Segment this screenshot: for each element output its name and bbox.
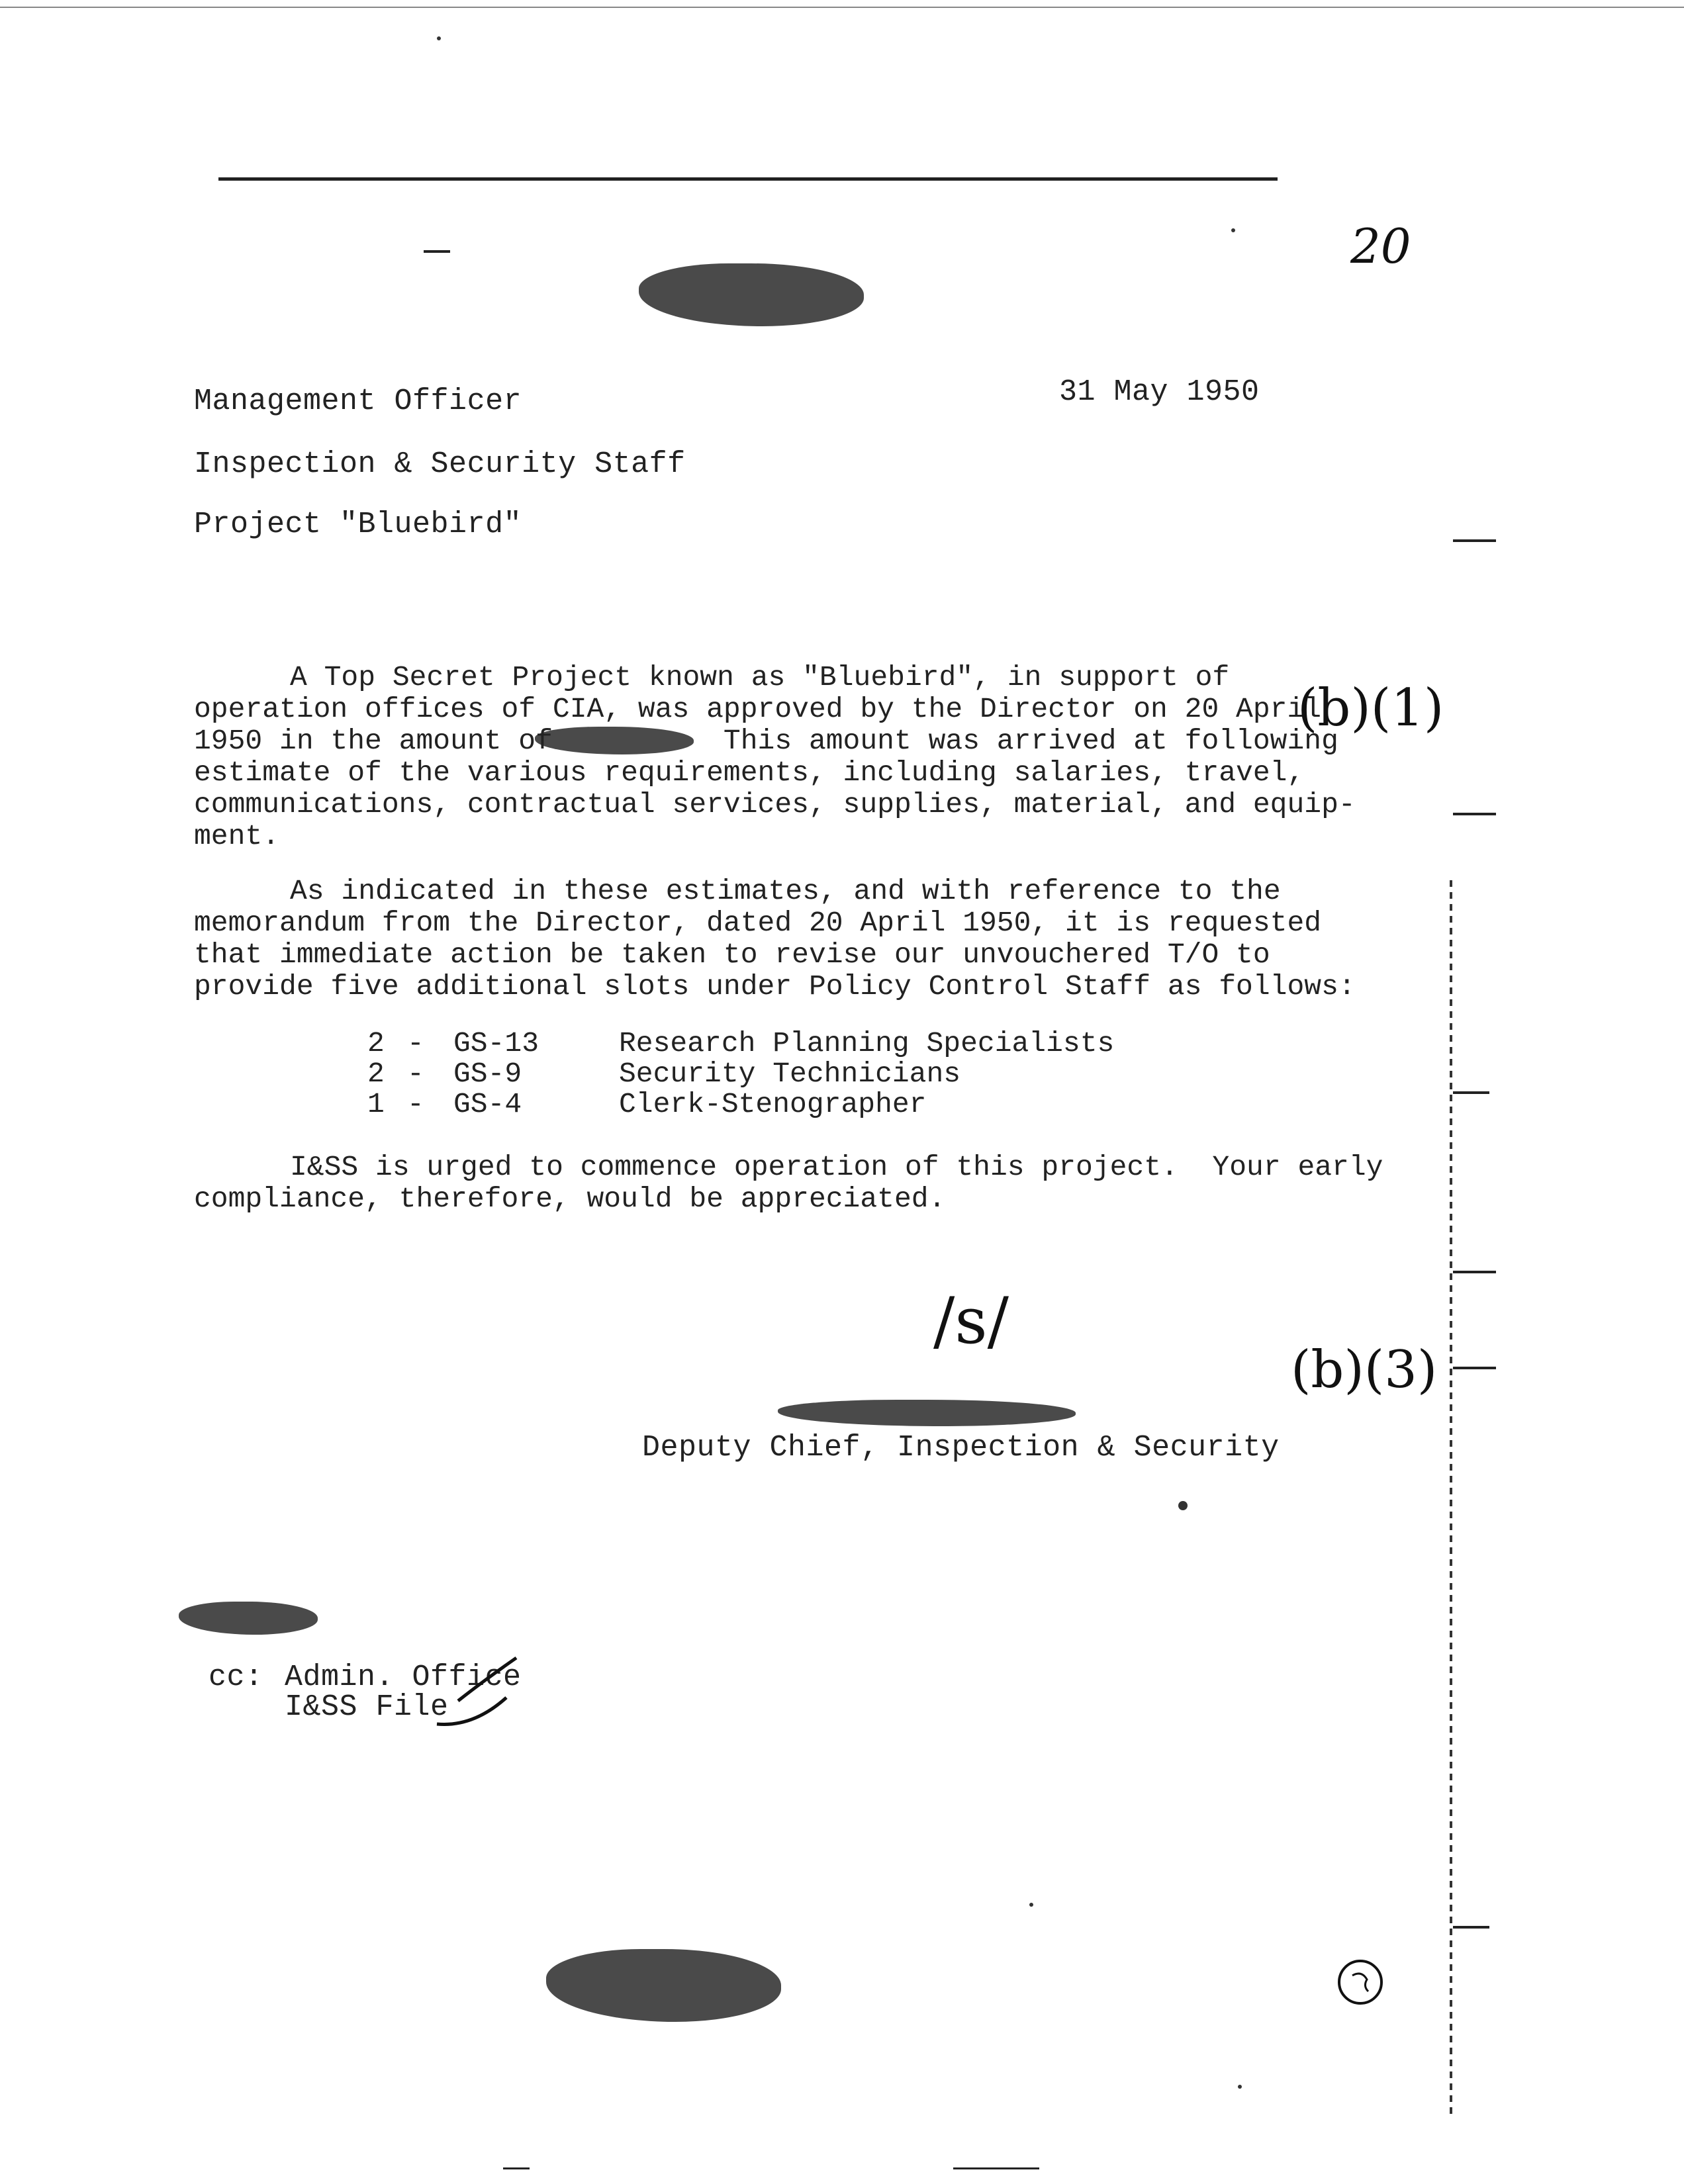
scan-speck	[1238, 2085, 1242, 2089]
scan-speck	[1231, 228, 1235, 232]
signature-title: Deputy Chief, Inspection & Security	[642, 1431, 1280, 1465]
paragraph-1	[194, 662, 1356, 852]
paragraph-line: communications, contractual services, supplies, material, and equip-	[194, 788, 1356, 821]
paragraph-line: As indicated in these estimates, and with reference to the	[290, 875, 1281, 907]
cc-line-admin: Admin. Office	[285, 1661, 522, 1694]
paragraph-line: I&SS is urged to commence operation of this project. Your early	[290, 1151, 1383, 1183]
memo-to: Management Officer	[194, 385, 522, 418]
list-item	[367, 1058, 1114, 1089]
slot-dash: -	[407, 1088, 424, 1120]
margin-tick	[1453, 1091, 1489, 1094]
paragraph-line: memorandum from the Director, dated 20 April 1950, it is requested	[194, 907, 1322, 939]
exemption-b3: (b)(3)	[1291, 1340, 1438, 1400]
margin-tick	[1453, 1926, 1489, 1929]
slot-count: 2	[367, 1058, 385, 1090]
paragraph-line: provide five additional slots under Policy Control Staff as follows:	[194, 970, 1356, 1003]
paragraph-line: compliance, therefore, would be appreciated.	[194, 1183, 946, 1215]
slot-title: Security Technicians	[619, 1058, 961, 1090]
scan-dash	[953, 2167, 1039, 2169]
check-mark-icon	[434, 1694, 513, 1734]
slot-count: 1	[367, 1088, 385, 1120]
slot-title: Research Planning Specialists	[619, 1027, 1115, 1060]
scan-edge-top	[0, 7, 1684, 8]
slots-list	[367, 1028, 1114, 1119]
scan-dash	[503, 2167, 530, 2169]
paragraph-line: that immediate action be taken to revise our unvouchered T/O to	[194, 938, 1270, 971]
margin-tick	[1453, 813, 1496, 815]
slot-dash: -	[407, 1058, 424, 1090]
paragraph-line: ment.	[194, 820, 280, 852]
scan-speck	[437, 36, 441, 40]
scan-dash	[424, 250, 450, 253]
paragraph-line: 1950 in the amount of This amount was arrived at following	[194, 725, 1338, 757]
page-number: 20	[1350, 218, 1411, 274]
margin-ruler	[1450, 880, 1452, 2118]
cc-label: cc:	[209, 1661, 263, 1694]
paragraph-line: operation offices of CIA, was approved by the Director on 20 April	[194, 693, 1322, 725]
redaction-mark-top	[639, 263, 864, 326]
margin-tick	[1453, 1271, 1496, 1273]
memo-from: Inspection & Security Staff	[194, 447, 686, 481]
slot-title: Clerk-Stenographer	[619, 1088, 927, 1120]
margin-tick	[1453, 1367, 1496, 1369]
slot-grade: GS-9	[453, 1058, 522, 1090]
slot-count: 2	[367, 1027, 385, 1060]
slot-dash: -	[407, 1027, 424, 1060]
memo-subject: Project "Bluebird"	[194, 508, 522, 541]
paragraph-2	[194, 876, 1356, 1003]
cc-line-file: I&SS File	[285, 1690, 449, 1724]
exemption-b1: (b)(1)	[1297, 678, 1444, 738]
slot-grade: GS-13	[453, 1027, 539, 1060]
memo-date: 31 May 1950	[1059, 375, 1260, 409]
signature-mark: /s/	[933, 1284, 1009, 1358]
paragraph-line: A Top Secret Project known as "Bluebird", in support of	[290, 661, 1230, 694]
redaction-mark-bottom	[546, 1949, 781, 2022]
top-rule	[218, 177, 1278, 181]
margin-tick	[1453, 539, 1496, 542]
slot-grade: GS-4	[453, 1088, 522, 1120]
paragraph-3	[194, 1152, 1383, 1215]
list-item	[367, 1028, 1114, 1058]
redaction-mark-initials	[179, 1602, 318, 1635]
list-item	[367, 1089, 1114, 1119]
paragraph-line: estimate of the various requirements, including salaries, travel,	[194, 756, 1305, 789]
circled-mark-icon	[1334, 1956, 1387, 2009]
scan-speck	[1029, 1903, 1033, 1907]
scan-speck	[1178, 1501, 1188, 1510]
redaction-mark-signer	[778, 1400, 1076, 1426]
